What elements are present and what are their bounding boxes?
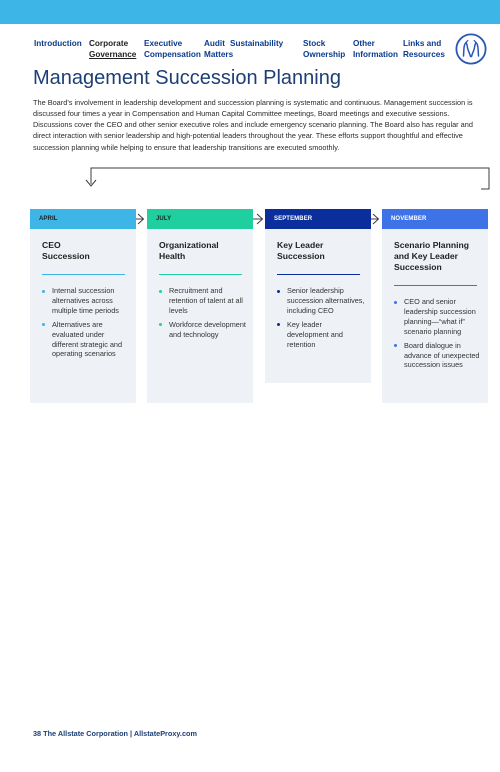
phase-column-september [265, 209, 371, 383]
phase-body [265, 229, 371, 383]
phase-title: Organizational Health [159, 240, 219, 261]
nav-label-line2: Matters [204, 49, 234, 59]
phase-bullets [277, 286, 365, 353]
intro-paragraph: The Board’s involvement in leadership development and succession planning is systematic and continuous. Management succession is discussed four times a year in Compensation and Human Capital Committee meetings, Board meetings and executive sessions. Discussions cover the CEO and other senior executive roles and include emergency scenario planning. The Board also has regular and direct interaction with senior leadership and high-potential leaders throughout the year. These efforts support thoughtful and effective succession planning while helping to ensure that leadership transitions are executed smoothly. [33, 98, 473, 152]
phase-bullets [42, 286, 130, 363]
list-item: Alternatives are evaluated under different strategic and operating scenarios [42, 320, 130, 360]
phase-month: SEPTEMBER [265, 209, 371, 229]
phase-divider [42, 274, 125, 275]
phase-divider [277, 274, 360, 275]
nav-label-line2: Resources [403, 49, 445, 59]
phase-divider [394, 285, 477, 286]
phase-body [382, 229, 488, 403]
nav-label: Audit [204, 39, 225, 48]
page-footer: 38 The Allstate Corporation | AllstateProxy.com [33, 729, 197, 738]
phase-month: NOVEMBER [382, 209, 488, 229]
nav-label-line2: Ownership [303, 49, 346, 59]
phase-title: CEO Succession [42, 240, 90, 261]
list-item: Workforce development and technology [159, 320, 247, 340]
list-item: CEO and senior leadership succession planning—“what if” scenario planning [394, 297, 482, 337]
nav-label: Other [353, 39, 375, 48]
phase-month: APRIL [30, 209, 136, 229]
phase-divider [159, 274, 242, 275]
nav-label: Executive [144, 39, 183, 48]
list-item: Key leader development and retention [277, 320, 365, 350]
phase-body [147, 229, 253, 403]
phase-body [30, 229, 136, 403]
list-item: Internal succession alternatives across multiple time periods [42, 286, 130, 316]
phase-bullets [394, 297, 482, 374]
nav-label: Corporate [89, 39, 129, 48]
list-item: Board dialogue in advance of unexpected succession issues [394, 341, 482, 371]
phase-title: Scenario Planning and Key Leader Succession [394, 240, 469, 272]
phase-column-july [147, 209, 253, 403]
page-title: Management Succession Planning [33, 67, 341, 89]
nav-label: Sustainability [230, 39, 284, 48]
list-item: Recruitment and retention of talent at all levels [159, 286, 247, 316]
phase-column-april [30, 209, 136, 403]
phase-column-november [382, 209, 488, 403]
phase-month: JULY [147, 209, 253, 229]
nav-label: Introduction [34, 39, 82, 48]
nav-label: Stock [303, 39, 326, 48]
nav-label: Links and [403, 39, 442, 48]
nav-label-line2: Information [353, 49, 399, 59]
phase-bullets [159, 286, 247, 344]
nav-label-line2: Governance [89, 49, 137, 59]
list-item: Senior leadership succession alternatives, including CEO [277, 286, 365, 316]
nav-label-line2: Compensation [144, 49, 201, 59]
phase-title: Key Leader Succession [277, 240, 325, 261]
